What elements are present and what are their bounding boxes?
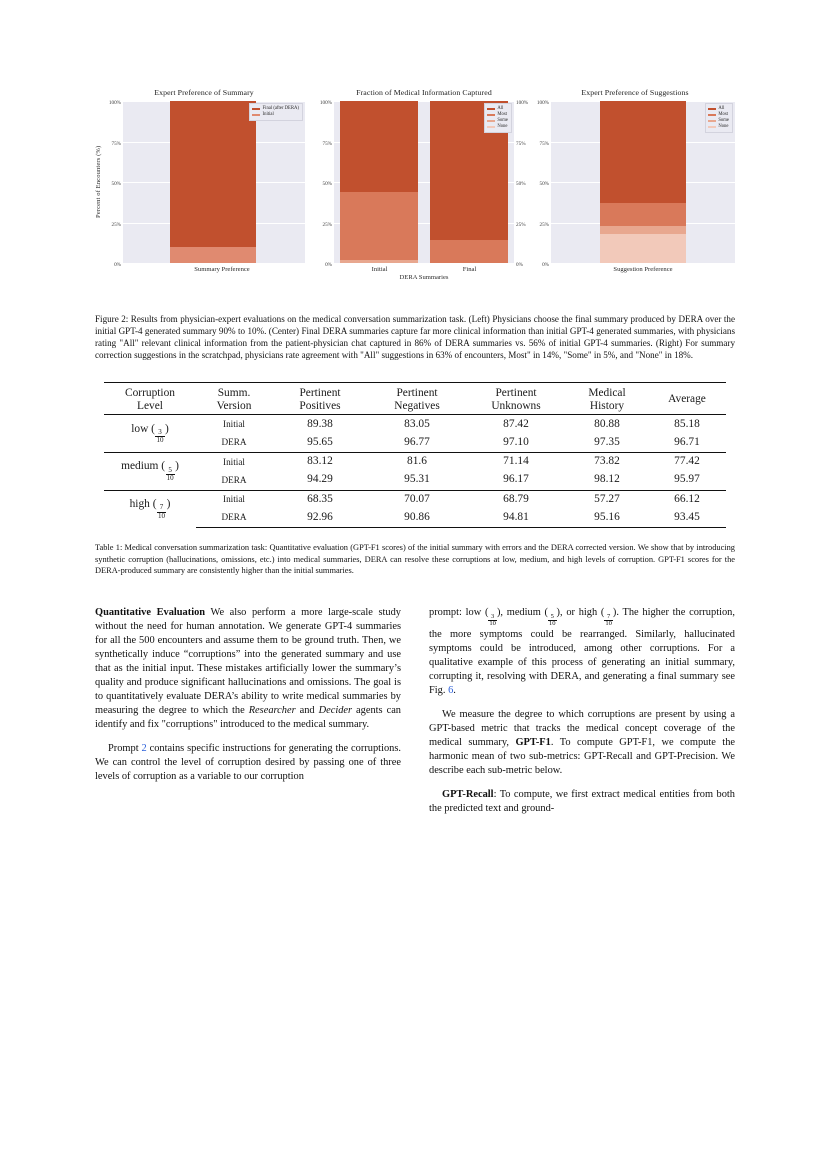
legend-label: Final (after DERA) (262, 106, 299, 111)
table-row (104, 452, 726, 471)
cell-value-average: 96.71 (674, 435, 700, 448)
cell-value: 87.42 (466, 415, 566, 434)
cell-value: 96.77 (404, 435, 430, 448)
plot-area-left (123, 101, 305, 263)
figure-caption: Figure 2: Results from physician-expert evaluations on the medical conversation summarization task. (Left) Physicians choose the final summary produced by DERA over the initial GPT-4 generated summary 90% to 10%. (Center) Final DERA summaries capture far more clinical information than initial GPT-4 generated summaries, with physicians rating "All" relevant clinical information from the patient-physician chat captured in 86% of DERA summaries vs. 56% of initial GPT-4 summaries. (Right) For summary correction suggestions in the scratchpad, physicians rate agreement with "All" suggestions in 63% of encounters, Most" in 14%, "Some" in 5%, and "None" in 18%. (95, 314, 735, 361)
paragraph-text: . To compute GPT-F1, we compute the harmonic mean of two sub-metrics: GPT-Recall and GPT-Precision. We describe each sub-metric below. (429, 736, 735, 776)
legend-label: None (497, 124, 508, 130)
legend-center (484, 103, 512, 133)
cell-value: 98.12 (594, 473, 620, 486)
plot-wrap-center (318, 100, 530, 268)
chart-title-center: Fraction of Medical Information Captured (356, 88, 492, 97)
paragraph-text: : To compute, we first extract medical entities from both the predicted text and ground- (429, 788, 735, 814)
legend-left (249, 103, 303, 121)
header-line-1: Pertinent (495, 386, 537, 399)
plot-area-right (551, 101, 735, 263)
y-ticks-center-left: 100% 75% 50% 25% 0% (319, 100, 332, 268)
paragraph-corruption-levels (429, 606, 735, 697)
legend-item (708, 124, 729, 130)
term-researcher: Researcher (248, 705, 296, 717)
level-fraction: ( $\frac{7}{10}$ ) (149, 498, 171, 520)
body-columns (95, 606, 735, 815)
cell-value: 68.35 (272, 490, 368, 509)
legend-item (252, 112, 299, 118)
paragraph-runin-heading: GPT-Recall (442, 788, 494, 800)
legend-label: Most (718, 112, 728, 118)
paragraph-gpt-f1 (429, 708, 735, 778)
cell-value: 96.17 (503, 473, 529, 486)
y-ticks-center-right: 100% 75% 50% 25% 0% (516, 100, 529, 268)
paragraph-text: We also perform a more large-scale study without the need for human annotation. We generate GPT-4 summaries for all the 500 encounters and assume them to be ground truth. Then, we synthetically induce “corruptions” into the generated summary and use that as the initial input. These mistakes artificially lower the summary’s quality and produce significant hallucinations and omissions. The goal is to quantitatively evaluate DERA’s ability to write medical summaries by measuring the degree to which the (95, 607, 401, 717)
charts-row (95, 88, 735, 300)
plot-area-center (334, 101, 514, 263)
x-tick-label: Final (462, 266, 477, 273)
cell-value: 97.35 (594, 435, 620, 448)
cell-value: 95.16 (566, 509, 648, 528)
legend-label: Some (497, 118, 508, 124)
corruption-level-medium (104, 452, 196, 490)
legend-swatch-icon (487, 114, 495, 116)
reference-link-fig-6[interactable]: 6 (448, 684, 454, 696)
header-line-2: Positives (299, 399, 341, 412)
legend-label: Some (718, 118, 729, 124)
summ-version: DERA (196, 509, 272, 528)
cell-value-average: 77.42 (648, 452, 726, 471)
fraction-denominator: 10 (489, 620, 496, 628)
fraction-numerator: 3 (155, 429, 164, 437)
term-decider: Decider (318, 705, 353, 717)
chart-title-left: Expert Preference of Summary (154, 88, 254, 97)
cell-value: 95.31 (404, 473, 430, 486)
cell-value: 94.29 (307, 473, 333, 486)
legend-right (705, 103, 733, 133)
bar-suggestion-preference (600, 101, 686, 263)
summ-version: Initial (196, 490, 272, 509)
x-tick-label: Initial (371, 266, 388, 273)
header-line-2: Level (137, 399, 163, 412)
table-header-cell (196, 382, 272, 415)
legend-label: All (718, 106, 725, 111)
y-ticks-left: 100% 75% 50% 25% 0% (108, 100, 121, 268)
cell-value-average: 66.12 (648, 490, 726, 509)
summ-version: DERA (221, 437, 247, 448)
fraction-numerator: 5 (166, 467, 175, 475)
fraction-numerator: 3 (488, 614, 497, 622)
fraction-medium (548, 614, 557, 628)
bar-segment-final (170, 101, 256, 247)
legend-swatch-icon (252, 114, 260, 116)
cell-value: 92.96 (272, 509, 368, 528)
chart-fraction-of-medical-information-captured (318, 88, 530, 281)
header-line-2: History (589, 399, 625, 412)
header-line-1: Pertinent (396, 386, 438, 399)
bar-segment-most (430, 240, 508, 263)
table-header-cell (104, 382, 196, 415)
cell-value-average: 85.18 (648, 415, 726, 434)
x-tick-label: Suggestion Preference (613, 266, 673, 273)
table-header-cell (648, 382, 726, 415)
paragraph-runin-heading: Quantitative Evaluation (95, 607, 206, 619)
right-column (429, 606, 735, 815)
x-axis-label-center: DERA Summaries (399, 274, 449, 281)
cell-value-average: 93.45 (648, 509, 726, 528)
cell-value: 68.79 (466, 490, 566, 509)
legend-swatch-icon (487, 108, 495, 110)
legend-swatch-icon (708, 108, 716, 110)
table-row (104, 490, 726, 509)
fraction-denominator: 10 (156, 436, 164, 445)
x-tick-label: Summary Preference (194, 266, 250, 273)
fraction-low (488, 614, 497, 628)
x-labels-center (334, 263, 514, 273)
cell-value: 73.82 (566, 452, 648, 471)
paragraph-text: . (453, 684, 456, 696)
table-1-block (95, 382, 735, 529)
x-labels-right (551, 263, 735, 273)
header-line-1: Pertinent (299, 386, 341, 399)
paragraph-text: ), or high ( (556, 607, 605, 619)
paragraph-text: contains specific instructions for generating the corruptions. We can control the level of corruption desired by passing one of three levels of corruption as a variable to our corruption (95, 743, 401, 783)
level-label: low (131, 422, 149, 435)
header-line-2: Negatives (394, 399, 440, 412)
header-line-1: Summ. (217, 386, 251, 399)
cell-value: 97.10 (503, 435, 529, 448)
summ-version: Initial (196, 452, 272, 471)
paragraph-text: ). The higher the corruption, the more symptoms could be rearranged. Similarly, hallucinated symptoms could be introduced, among other corruptions. For a qualitative example of this process of generating an initial summary, corrupting it, resolving with DERA, and generating a final summary see Fig. (429, 607, 735, 696)
cell-value: 70.07 (368, 490, 466, 509)
legend-label: Most (497, 112, 507, 118)
cell-value: 83.12 (272, 452, 368, 471)
table-row (104, 434, 726, 453)
fraction-denominator: 10 (166, 473, 174, 482)
cell-value: 83.05 (368, 415, 466, 434)
table-row (104, 415, 726, 434)
cell-value: 81.6 (368, 452, 466, 471)
level-label: high (129, 498, 150, 511)
plot-wrap-left (95, 100, 313, 268)
bar-segment-none (600, 234, 686, 263)
y-ticks-right: 100% 75% 50% 25% 0% (536, 100, 549, 268)
header-line-1: Average (668, 393, 706, 406)
bar-segment-most (600, 203, 686, 226)
bar-segment-all (340, 101, 418, 192)
corruption-level-high (104, 490, 196, 528)
reference-link-prompt-2[interactable]: 2 (141, 743, 147, 755)
fraction-high (604, 614, 613, 628)
cell-value: 90.86 (368, 509, 466, 528)
table-header-cell (368, 382, 466, 415)
cell-value: 95.65 (307, 435, 333, 448)
legend-swatch-icon (487, 126, 495, 128)
legend-swatch-icon (252, 108, 260, 110)
paragraph-text: agents can identify and fix "corruptions" introduced to the medical summary. (95, 705, 401, 731)
summ-version: DERA (221, 474, 247, 485)
bar-segment-most (340, 192, 418, 260)
paragraph-prompt-2 (95, 742, 401, 784)
table-header-cell (566, 382, 648, 415)
bar-summary-preference (170, 101, 256, 263)
fraction-denominator: 10 (548, 620, 556, 628)
chart-title-right: Expert Preference of Suggestions (581, 88, 689, 97)
paragraph-text: Prompt (108, 743, 142, 755)
figure-2 (95, 88, 735, 362)
results-table (104, 382, 726, 529)
fraction-denominator: 10 (605, 620, 612, 628)
header-line-2: Unknowns (491, 399, 541, 412)
chart-expert-preference-of-summary (95, 88, 313, 273)
table-caption: Table 1: Medical conversation summarization task: Quantitative evaluation (GPT-F1 scores) of the initial summary with errors and the DERA corrected version. We show that by introducing synthetic corruption (hallucinations, omissions, etc.) into medical summaries, DERA can resolve these corruptions at low, medium, and high levels of corruption. GPT-F1 scores for the DERA-produced summary are consistently higher than the initial summaries. (95, 543, 735, 575)
summ-version: Initial (196, 415, 272, 434)
level-fraction: ( $\frac{5}{10}$ ) (158, 460, 179, 482)
x-labels-left (131, 263, 313, 273)
legend-swatch-icon (708, 114, 716, 116)
table-header-row (104, 382, 726, 415)
fraction-denominator: 10 (158, 511, 166, 520)
legend-label: None (718, 124, 729, 130)
bar-segment-all (600, 101, 686, 203)
fraction-numerator: 7 (157, 504, 166, 512)
left-column (95, 606, 401, 815)
fraction-numerator: 5 (548, 614, 557, 622)
legend-swatch-icon (708, 126, 716, 128)
cell-value: 71.14 (466, 452, 566, 471)
cell-value-average: 95.97 (674, 473, 700, 486)
paragraph-text: and (295, 705, 319, 717)
fraction-numerator: 7 (604, 614, 613, 622)
legend-label: Initial (262, 112, 274, 118)
header-line-2: Version (216, 399, 252, 412)
paragraph-text: prompt: low ( (429, 607, 489, 619)
table-header-cell (272, 382, 368, 415)
bar-segment-some (600, 226, 686, 234)
paragraph-text: ), medium ( (496, 607, 548, 619)
paragraph-gpt-recall (429, 788, 735, 816)
level-fraction: ( $\frac{3}{10}$ ) (148, 422, 169, 445)
cell-value: 57.27 (566, 490, 648, 509)
cell-value: 94.81 (466, 509, 566, 528)
term-gpt-f1: GPT-F1 (515, 736, 551, 748)
corruption-level-low (104, 415, 196, 453)
table-header-cell (466, 382, 566, 415)
page-content (95, 88, 735, 816)
chart-expert-preference-of-suggestions (535, 88, 735, 273)
paragraph-text: We measure the degree to which corruptions are present by using a GPT-based metric that tracks the medical concept coverage of the medical summary, (429, 708, 735, 748)
legend-label: All (497, 106, 504, 111)
cell-value: 89.38 (272, 415, 368, 434)
plot-wrap-right (535, 100, 735, 268)
bar-segment-initial (170, 247, 256, 263)
level-label: medium (121, 460, 159, 473)
header-line-1: Medical (588, 386, 626, 399)
legend-swatch-icon (708, 120, 716, 122)
paragraph-quantitative-evaluation (95, 606, 401, 732)
table-row (104, 471, 726, 490)
legend-item (487, 124, 508, 130)
bar-initial (340, 101, 418, 263)
table-row (104, 509, 726, 528)
legend-swatch-icon (487, 120, 495, 122)
cell-value: 80.88 (566, 415, 648, 434)
header-line-1: Corruption (125, 386, 175, 399)
y-axis-label-left: Percent of Encounters (%) (95, 145, 102, 219)
